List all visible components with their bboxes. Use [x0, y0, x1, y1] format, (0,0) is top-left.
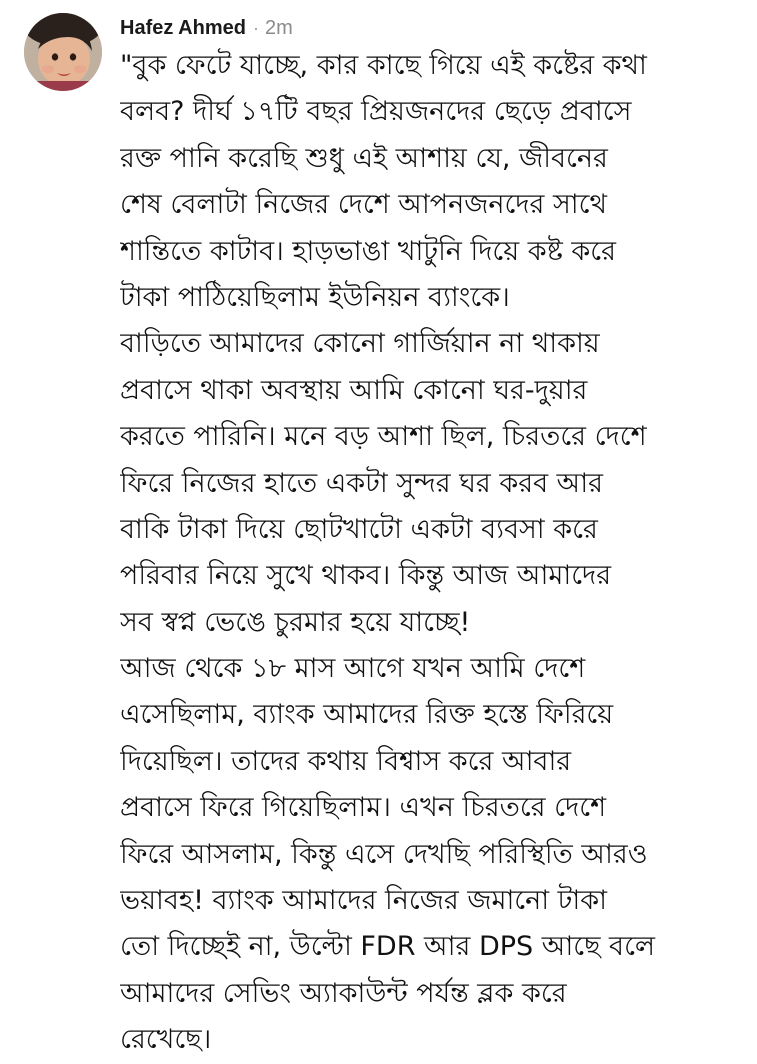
post-text-line: এসেছিলাম, ব্যাংক আমাদের রিক্ত হস্তে ফিরিয়ে	[120, 699, 614, 731]
post-text-line: "বুক ফেটে যাচ্ছে, কার কাছে গিয়ে এই কষ্টের কথা	[120, 50, 647, 81]
post-text-line: ভয়াবহ! ব্যাংক আমাদের নিজের জমানো টাকা	[120, 885, 607, 917]
post-text-line: বলব? দীর্ঘ ১৭টি বছর প্রিয়জনদের ছেড়ে প্রবাসে	[120, 96, 632, 128]
post-text-line: প্রবাসে ফিরে গিয়েছিলাম। এখন চিরতরে দেশে	[120, 792, 607, 824]
author-name[interactable]: Hafez Ahmed	[120, 16, 246, 39]
post-body	[120, 43, 750, 1064]
post-text-line: শেষ বেলাটা নিজের দেশে আপনজনদের সাথে	[120, 189, 607, 221]
post-header	[120, 13, 293, 43]
avatar[interactable]	[24, 13, 102, 91]
child-avatar-photo-icon	[24, 13, 102, 91]
post-text-line: তো দিচ্ছেই না, উল্টো FDR আর DPS আছে বলে	[120, 931, 656, 963]
post-text-line: শান্তিতে কাটাব। হাড়ভাঙা খাটুনি দিয়ে কষ্ট করে	[120, 235, 616, 267]
post-text-line: রেখেছে।	[120, 1024, 212, 1056]
post-text-line: পরিবার নিয়ে সুখে থাকব। কিন্তু আজ আমাদের	[120, 560, 612, 592]
timestamp[interactable]: 2m	[264, 16, 293, 39]
post-text-line: রক্ত পানি করেছি শুধু এই আশায় যে, জীবনের	[120, 142, 608, 174]
post-text-line: ফিরে নিজের হাতে একটা সুন্দর ঘর করব আর	[120, 467, 604, 499]
post-text-line: ফিরে আসলাম, কিন্তু এসে দেখছি পরিস্থিতি আরও	[120, 838, 648, 870]
post-text-line: করতে পারিনি। মনে বড় আশা ছিল, চিরতরে দেশে	[120, 421, 647, 453]
post-text-line: টাকা পাঠিয়েছিলাম ইউনিয়ন ব্যাংকে।	[120, 281, 510, 313]
post-text-line: প্রবাসে থাকা অবস্থায় আমি কোনো ঘর-দুয়ার	[120, 374, 588, 406]
post-text-line: আমাদের সেভিং অ্যাকাউন্ট পর্যন্ত ব্লক করে	[120, 977, 567, 1009]
post-text-line: দিয়েছিল। তাদের কথায় বিশ্বাস করে আবার	[120, 745, 572, 777]
post-text-line: বাড়িতে আমাদের কোনো গার্জিয়ান না থাকায়	[120, 328, 600, 360]
post-text-line: সব স্বপ্ন ভেঙে চুরমার হয়ে যাচ্ছে!	[120, 606, 471, 638]
post-text-line: বাকি টাকা দিয়ে ছোটখাটো একটা ব্যবসা করে	[120, 513, 598, 545]
post-text-line: আজ থেকে ১৮ মাস আগে যখন আমি দেশে	[120, 653, 586, 685]
separator-dot: ·	[252, 17, 259, 38]
